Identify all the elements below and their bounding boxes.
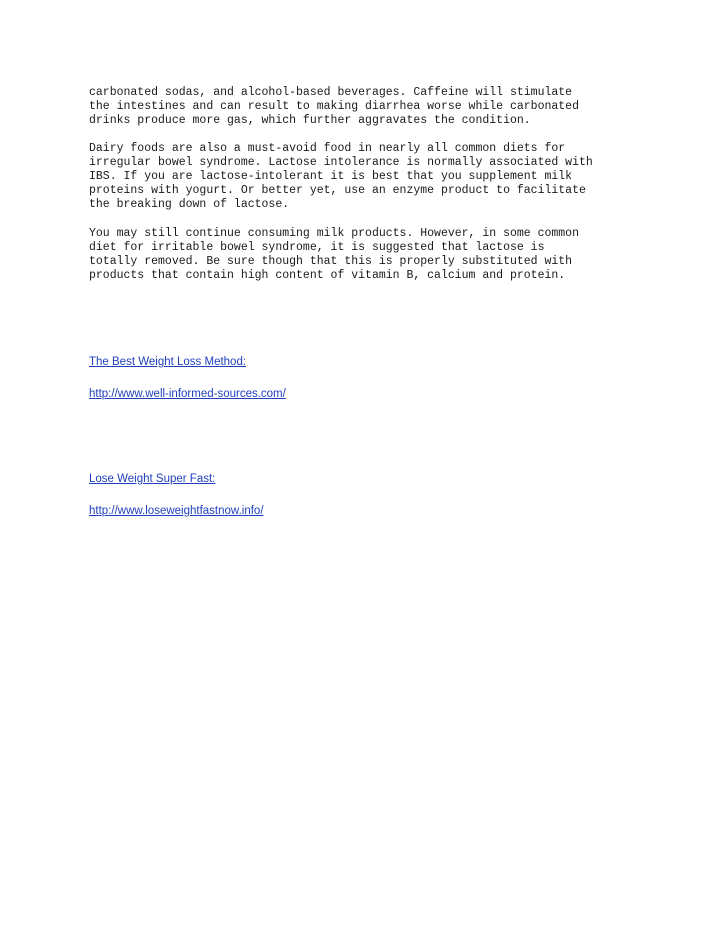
best-weight-loss-method-link[interactable]: The Best Weight Loss Method: [89, 356, 247, 368]
paragraph-dairy [89, 142, 689, 212]
lose-weight-super-fast-link[interactable]: Lose Weight Super Fast: [89, 473, 216, 485]
paragraph-line: diet for irritable bowel syndrome, it is suggested that lactose is [89, 241, 545, 254]
paragraph-line: the breaking down of lactose. [89, 198, 290, 211]
paragraph-line: IBS. If you are lactose-intolerant it is best that you supplement milk [89, 170, 573, 183]
paragraph-milk-products [89, 227, 689, 283]
loseweightfastnow-url-link[interactable]: http://www.loseweightfastnow.info/ [89, 505, 264, 517]
paragraph-line: carbonated sodas, and alcohol-based beverages. Caffeine will stimulate [89, 86, 573, 99]
paragraph-line: totally removed. Be sure though that this is properly substituted with [89, 255, 573, 268]
paragraph-line: irregular bowel syndrome. Lactose intolerance is normally associated with [89, 156, 593, 169]
well-informed-sources-url-link[interactable]: http://www.well-informed-sources.com/ [89, 388, 286, 400]
paragraph-line: products that contain high content of vitamin B, calcium and protein. [89, 269, 566, 282]
paragraph-line: drinks produce more gas, which further aggravates the condition. [89, 114, 531, 127]
paragraph-line: proteins with yogurt. Or better yet, use an enzyme product to facilitate [89, 184, 586, 197]
paragraph-beverages [89, 86, 689, 128]
paragraph-line: Dairy foods are also a must-avoid food in nearly all common diets for [89, 142, 566, 155]
paragraph-line: You may still continue consuming milk products. However, in some common [89, 227, 579, 240]
paragraph-line: the intestines and can result to making diarrhea worse while carbonated [89, 100, 579, 113]
